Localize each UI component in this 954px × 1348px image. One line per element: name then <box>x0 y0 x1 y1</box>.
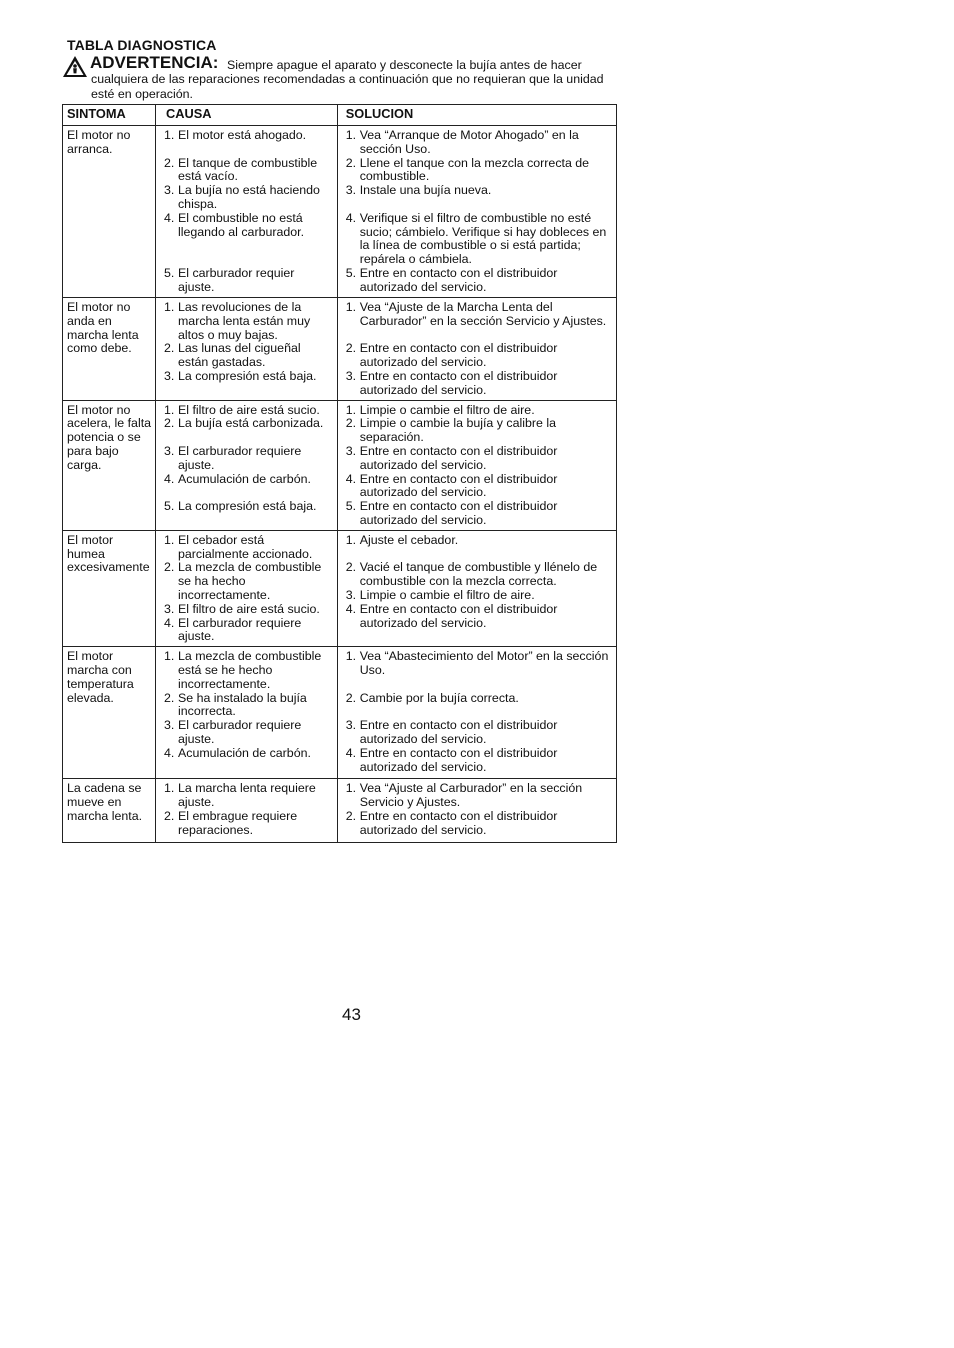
symptom-cell: La cadena se mueve en marcha lenta. <box>63 779 156 843</box>
list-item: 3. El carburador requiere ajuste. <box>163 718 302 746</box>
list-item: 3. El filtro de aire está sucio. <box>163 601 320 616</box>
symptom-cell: El motor marcha con temperatura elevada. <box>63 647 156 779</box>
cause-cell <box>155 779 337 843</box>
cause-cell <box>155 400 337 530</box>
solution-cell <box>337 400 616 530</box>
table-row <box>63 298 617 401</box>
table-row <box>63 530 617 646</box>
list-item: 1. La mezcla de combustible está se he hecho incorrectamente. <box>163 649 322 691</box>
symptom-cell: El motor no anda en marcha lenta como debe. <box>63 298 156 401</box>
list-item: 2. Las lunas del cigueñal están gastadas. <box>163 341 301 370</box>
table-row <box>63 779 617 843</box>
table-row <box>63 647 617 779</box>
list-item: 1. Las revoluciones de la marcha lenta están muy altos o muy bajas. <box>163 300 311 342</box>
header-causa: CAUSA <box>155 105 337 126</box>
list-item: 1. Ajuste el cebador. <box>345 532 459 547</box>
list-item: 3. Limpie o cambie el filtro de aire. <box>345 587 535 602</box>
list-item: 3. La bujía no está haciendo chispa. <box>163 183 320 211</box>
symptom-cell: El motor humea excesivamente <box>63 530 156 646</box>
list-item: 5. Entre en contacto con el distribuidor autorizado del servicio. <box>345 499 558 527</box>
list-item: 1. El filtro de aire está sucio. <box>163 402 320 417</box>
list-item: 1. Limpie o cambie el filtro de aire. <box>345 402 535 417</box>
solution-cell <box>337 530 616 646</box>
list-item: 1. La marcha lenta requiere ajuste. <box>163 781 316 809</box>
solution-cell <box>337 779 616 843</box>
table-header-row <box>63 105 617 126</box>
cause-cell <box>155 126 337 298</box>
list-item: 5. La compresión está baja. <box>163 499 317 514</box>
list-item: 2. Cambie por la bujía correcta. <box>345 690 519 705</box>
list-item: 4. Entre en contacto con el distribuidor autorizado del servicio. <box>345 471 558 500</box>
list-item: 4. Entre en contacto con el distribuidor autorizado del servicio. <box>345 601 558 630</box>
list-item: 2. El tanque de combustible está vacío. <box>163 155 318 184</box>
list-item: 4. Acumulación de carbón. <box>163 745 311 760</box>
page-title: TABLA DIAGNOSTICA <box>67 37 217 53</box>
symptom-cell: El motor no acelera, le falta potencia o se para bajo carga. <box>63 400 156 530</box>
warning-label: ADVERTENCIA: <box>90 53 219 72</box>
header-solucion: SOLUCION <box>337 105 616 126</box>
list-item: 4. El carburador requiere ajuste. <box>163 615 302 644</box>
solution-cell <box>337 126 616 298</box>
table-row <box>63 400 617 530</box>
cause-cell <box>155 298 337 401</box>
list-item: 2. Entre en contacto con el distribuidor autorizado del servicio. <box>345 808 558 837</box>
solution-cell <box>337 298 616 401</box>
table-row <box>63 126 617 298</box>
list-item: 5. Entre en contacto con el distribuidor autorizado del servicio. <box>345 265 558 294</box>
list-item: 3. Entre en contacto con el distribuidor autorizado del servicio. <box>345 368 558 397</box>
symptom-cell: El motor no arranca. <box>63 126 156 298</box>
list-item: 2. La bujía está carbonizada. <box>163 416 324 431</box>
list-item: 4. El combustible no está llegando al carburador. <box>163 210 305 239</box>
page-number: 43 <box>342 1005 361 1024</box>
list-item: 2. Limpie o cambie la bujía y calibre la separación. <box>345 416 556 445</box>
diagnostic-table <box>62 104 617 843</box>
list-item: 1. Vea “Abastecimiento del Motor” en la sección Uso. <box>345 649 609 677</box>
cause-cell <box>155 647 337 779</box>
list-item: 3. Entre en contacto con el distribuidor autorizado del servicio. <box>345 718 558 746</box>
header-sintoma: SINTOMA <box>63 105 156 126</box>
list-item: 1. Vea “Ajuste de la Marcha Lenta del Carburador” en la sección Servicio y Ajustes. <box>345 300 607 328</box>
list-item: 1. El cebador está parcialmente accionado. <box>163 532 313 561</box>
list-item: 2. El embrague requiere reparaciones. <box>163 808 298 837</box>
list-item: 2. Se ha instalado la bujía incorrecta. <box>163 690 307 719</box>
list-item: 5. El carburador requier ajuste. <box>163 265 295 294</box>
list-item: 4. Verifique si el filtro de combustible no esté sucio; cámbielo. Verifique si hay dobleces en la línea de combustible o si está partida; repárela o cámbiela. <box>345 210 607 267</box>
list-item: 2. Llene el tanque con la mezcla correcta de combustible. <box>345 155 590 184</box>
list-item: 3. La compresión está baja. <box>163 368 317 383</box>
cause-cell <box>155 530 337 646</box>
warning-text: Siempre apague el aparato y desconecte la bujía antes de hacer cualquiera de las reparaciones recomendadas a continuación que no requieran que la unidad esté en operación. <box>91 58 604 101</box>
list-item: 3. Entre en contacto con el distribuidor autorizado del servicio. <box>345 443 558 472</box>
list-item: 2. Entre en contacto con el distribuidor autorizado del servicio. <box>345 341 558 370</box>
list-item: 1. El motor está ahogado. <box>163 128 307 142</box>
list-item: 2. La mezcla de combustible se ha hecho incorrectamente. <box>163 560 322 602</box>
list-item: 3. El carburador requiere ajuste. <box>163 443 302 472</box>
list-item: 4. Acumulación de carbón. <box>163 471 311 486</box>
list-item: 1. Vea “Ajuste al Carburador” en la sección Servicio y Ajustes. <box>345 781 583 809</box>
solution-cell <box>337 647 616 779</box>
list-item: 1. Vea “Arranque de Motor Ahogado” en la sección Uso. <box>345 128 579 156</box>
list-item: 4. Entre en contacto con el distribuidor autorizado del servicio. <box>345 745 558 774</box>
list-item: 3. Instale una bujía nueva. <box>345 183 492 198</box>
list-item: 2. Vacié el tanque de combustible y llénelo de combustible con la mezcla correcta. <box>345 560 598 589</box>
warning-triangle-icon <box>62 55 88 78</box>
